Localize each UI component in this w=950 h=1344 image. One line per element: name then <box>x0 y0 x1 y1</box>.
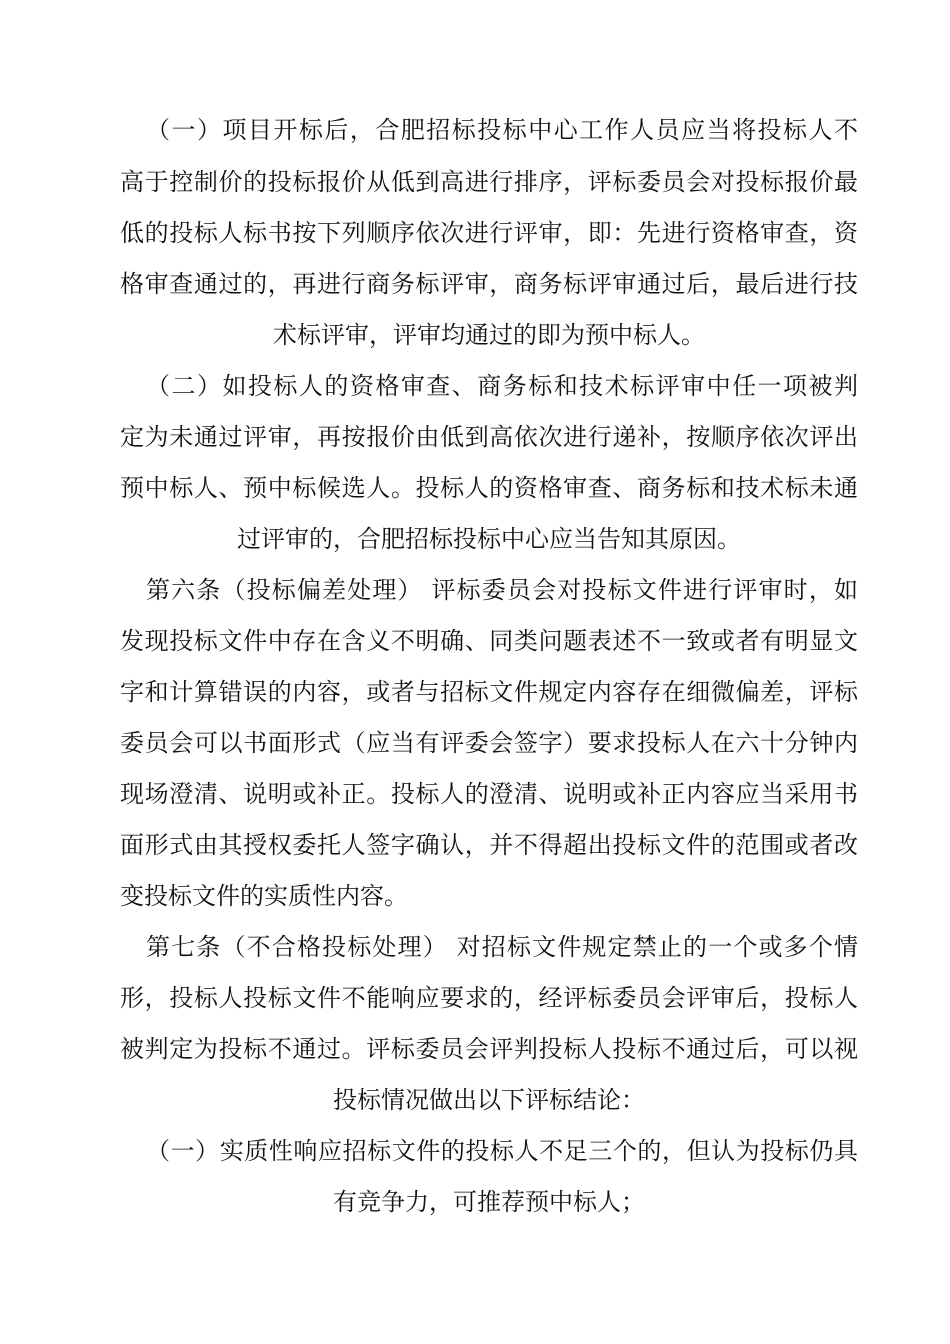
text-line: 第六条（投标偏差处理） 评标委员会对投标文件进行评审时，如 <box>146 576 858 604</box>
text-line: 定为未通过评审，再按报价由低到高依次进行递补，按顺序依次评出 <box>120 423 858 451</box>
text-line: 现场澄清、说明或补正。投标人的澄清、说明或补正内容应当采用书 <box>120 780 858 808</box>
text-line: 形，投标人投标文件不能响应要求的，经评标委员会评审后，投标人 <box>120 984 858 1012</box>
text-line: （一）实质性响应招标文件的投标人不足三个的，但认为投标仍具 <box>146 1137 858 1165</box>
text-line: 术标评审，评审均通过的即为预中标人。 <box>273 321 705 349</box>
text-line: 有竞争力，可推荐预中标人； <box>333 1188 645 1216</box>
text-line: 投标情况做出以下评标结论： <box>333 1086 645 1114</box>
text-line: 预中标人、预中标候选人。投标人的资格审查、商务标和技术标未通 <box>120 474 858 502</box>
text-line: 第七条（不合格投标处理） 对招标文件规定禁止的一个或多个情 <box>146 933 858 961</box>
text-line: 高于控制价的投标报价从低到高进行排序，评标委员会对投标报价最 <box>120 168 858 196</box>
text-line: 格审查通过的，再进行商务标评审，商务标评审通过后，最后进行技 <box>120 270 858 298</box>
text-line: （一）项目开标后，合肥招标投标中心工作人员应当将投标人不 <box>146 116 858 144</box>
text-line: 委员会可以书面形式（应当有评委会签字）要求投标人在六十分钟内 <box>120 729 858 757</box>
text-line: 变投标文件的实质性内容。 <box>120 882 408 910</box>
text-line: 字和计算错误的内容，或者与招标文件规定内容存在细微偏差，评标 <box>120 678 858 706</box>
text-line: 低的投标人标书按下列顺序依次进行评审，即：先进行资格审查，资 <box>120 219 858 247</box>
text-line: 面形式由其授权委托人签字确认，并不得超出投标文件的范围或者改 <box>120 831 858 859</box>
text-line: （二）如投标人的资格审查、商务标和技术标评审中任一项被判 <box>146 372 858 400</box>
text-line: 被判定为投标不通过。评标委员会评判投标人投标不通过后，可以视 <box>120 1035 858 1063</box>
text-line: 发现投标文件中存在含义不明确、同类问题表述不一致或者有明显文 <box>120 627 858 655</box>
text-line: 过评审的，合肥招标投标中心应当告知其原因。 <box>237 525 741 553</box>
